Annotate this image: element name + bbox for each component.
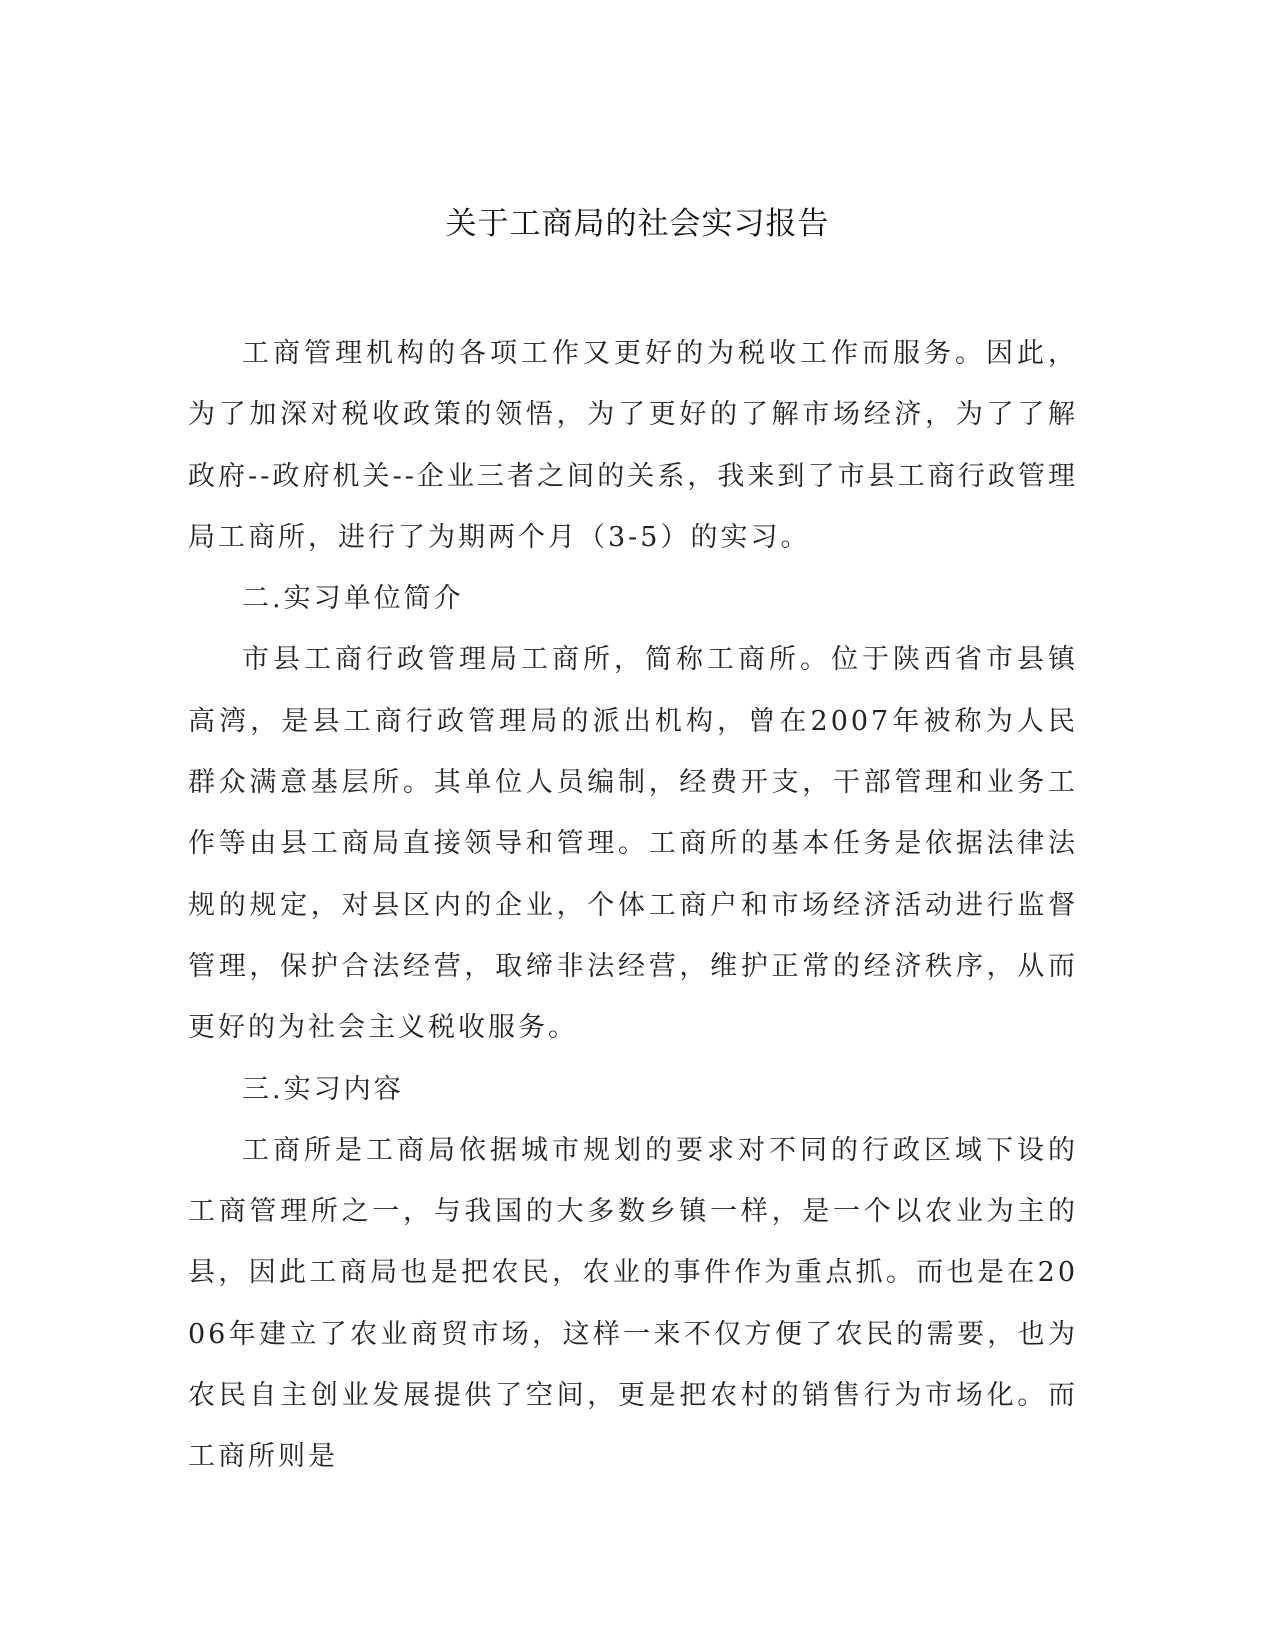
paragraph-intro: 工商管理机构的各项工作又更好的为税收工作而服务。因此，为了加深对税收政策的领悟，为了更好的了解市场经济，为了了解政府--政府机关--企业三者之间的关系，我来到了市县工商行政管理局工商所，进行了为期两个月（3-5）的实习。: [188, 338, 1078, 553]
section-heading-content: 三.实习内容: [242, 1073, 404, 1105]
paragraph-unit-intro: 市县工商行政管理局工商所，简称工商所。位于陕西省市县镇高湾，是县工商行政管理局的派出机构，曾在2007年被称为人民群众满意基层所。其单位人员编制，经费开支，干部管理和业务工作等由县工商局直接领导和管理。工商所的基本任务是依据法律法规的规定，对县区内的企业，个体工商户和市场经济活动进行监督管理，保护合法经营，取缔非法经营，维护正常的经济秩序，从而更好的为社会主义税收服务。: [188, 644, 1078, 1044]
document-title: 关于工商局的社会实习报告: [445, 206, 830, 242]
document-body: [188, 323, 1078, 1488]
paragraph-content: 工商所是工商局依据城市规划的要求对不同的行政区域下设的工商管理所之一，与我国的大多数乡镇一样，是一个以农业为主的县，因此工商局也是把农民，农业的事件作为重点抓。而也是在2006年建立了农业商贸市场，这样一来不仅方便了农民的需要，也为农民自主创业发展提供了空间，更是把农村的销售行为市场化。而工商所则是: [188, 1134, 1078, 1473]
section-heading-unit-intro: 二.实习单位简介: [242, 583, 464, 615]
